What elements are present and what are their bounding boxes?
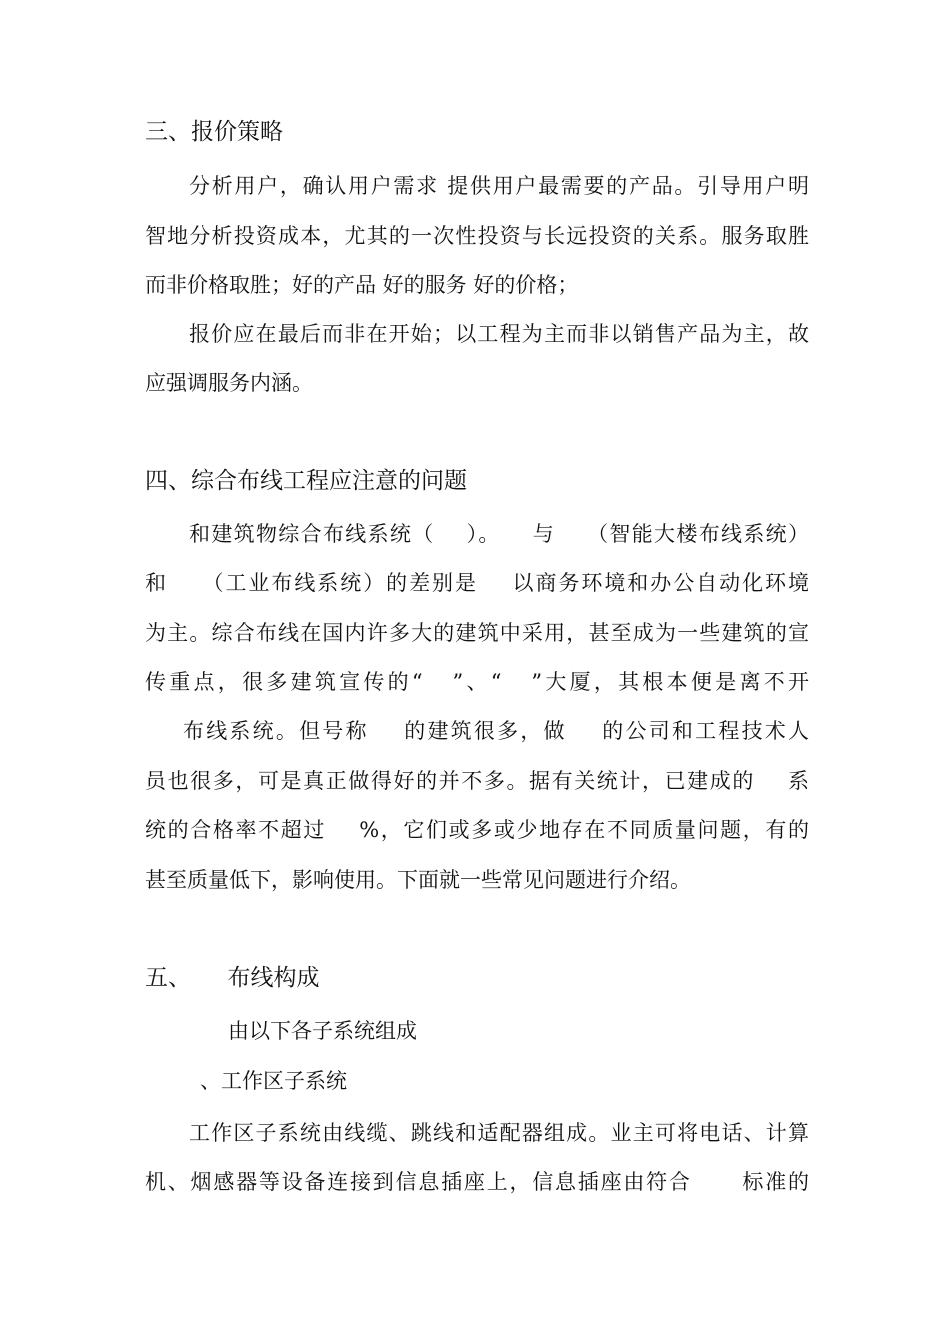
paragraph-line: 员也很多，可是真正做得好的并不多。据有关统计，已建成的 系 (145, 769, 809, 793)
paragraph-line: 机、烟感器等设备连接到信息插座上，信息插座由符合 标准的 (145, 1170, 809, 1194)
paragraph-line: 智地分析投资成本，尤其的一次性投资与长远投资的关系。服务取胜 (145, 224, 809, 248)
paragraph-line: 为主。综合布线在国内许多大的建筑中采用，甚至成为一些建筑的宣 (145, 621, 809, 645)
paragraph-line: 工作区子系统由线缆、跳线和适配器组成。业主可将电话、计算 (189, 1121, 809, 1145)
subsection-heading-work-area: 、工作区子系统 (200, 1069, 347, 1093)
paragraph-line: 分析用户，确认用户需求 提供用户最需要的产品。引导用户明 (189, 174, 809, 198)
paragraph-line: 甚至质量低下，影响使用。下面就一些常见问题进行介绍。 (145, 868, 691, 892)
paragraph-line: 布线系统。但号称 的建筑很多，做 的公司和工程技术人 (183, 719, 809, 743)
paragraph-line: 应强调服务内涵。 (145, 371, 313, 395)
paragraph-line: 而非价格取胜；好的产品 好的服务 好的价格； (145, 273, 579, 297)
section-heading-pricing-strategy: 三、报价策略 (145, 119, 283, 145)
section-heading-cabling-issues: 四、综合布线工程应注意的问题 (145, 468, 467, 494)
paragraph-line: 传重点，很多建筑宣传的“ ”、“ ”大厦，其根本便是离不开 (145, 670, 809, 694)
paragraph-line: 报价应在最后而非在开始；以工程为主而非以销售产品为主，故 (189, 322, 809, 346)
paragraph-line: 统的合格率不超过 %，它们或多或少地存在不同质量问题，有的 (145, 818, 809, 842)
section-heading-cabling-composition: 五、 布线构成 (145, 965, 320, 991)
paragraph-line: 由以下各子系统组成 (228, 1019, 417, 1043)
paragraph-line: 和 （工业布线系统）的差别是 以商务环境和办公自动化环境 (145, 571, 809, 595)
paragraph-line: 和建筑物综合布线系统（ ）。 与 （智能大楼布线系统） (189, 522, 809, 546)
